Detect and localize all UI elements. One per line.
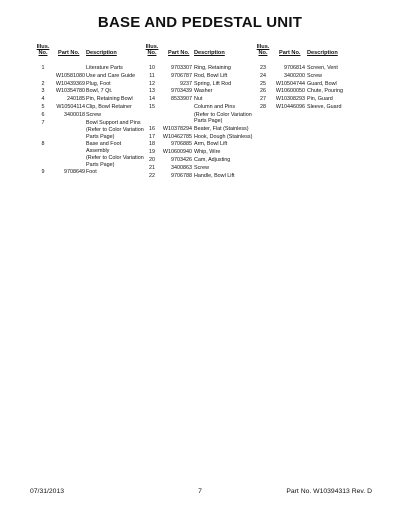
column-header	[254, 44, 374, 62]
part-number: W10439369	[55, 80, 85, 87]
illus-no-header: Illus. No.	[256, 44, 270, 57]
description-line: Foot	[86, 169, 97, 176]
illus-number: 20	[149, 157, 155, 163]
description-line: (Refer to Color Variation	[194, 111, 252, 118]
part-number: 9708649	[64, 169, 85, 176]
illus-number: 3	[41, 88, 45, 95]
illus-number: 5	[41, 104, 45, 110]
part-number: 9706787	[171, 72, 192, 79]
illus-number: 27	[260, 96, 266, 103]
illus-number: 10	[149, 65, 155, 71]
part-description	[307, 96, 371, 102]
illus-number: 17	[149, 133, 155, 140]
description-line: Screw	[86, 111, 101, 118]
part-number: W10504744	[275, 80, 305, 87]
illus-number: 22	[149, 172, 155, 179]
illus-number: 4	[41, 96, 45, 103]
part-number: 9703307	[171, 65, 192, 71]
illus-number: 19	[149, 149, 155, 156]
part-number: W10504114	[56, 104, 85, 110]
part-no-header: Part No.	[58, 50, 80, 56]
part-description	[86, 104, 148, 110]
description-header: Description	[307, 50, 338, 56]
illus-number: 25	[260, 80, 266, 87]
description-line: Parts Page)	[86, 133, 115, 140]
part-number: 9237	[180, 80, 192, 87]
part-number: 9703426	[171, 157, 192, 163]
description-line: Chute, Pouring	[307, 88, 343, 95]
description-line: Ring, Retaining	[194, 65, 231, 71]
parts-column-1	[34, 44, 146, 177]
description-line: Rod, Bowl Lift	[194, 72, 228, 79]
part-description	[86, 112, 148, 118]
part-description	[86, 155, 148, 167]
illus-number: 26	[260, 88, 266, 95]
part-number: W10600050	[275, 88, 305, 95]
description-line: Use and Care Guide	[86, 72, 136, 79]
description-line: Guard, Bowl	[307, 80, 337, 87]
illus-number: 2	[41, 80, 45, 87]
part-description	[194, 65, 260, 71]
description-line: Screw	[194, 164, 209, 171]
illus-number: 13	[149, 88, 155, 95]
description-line: Hook, Dough (Stainless)	[194, 133, 253, 140]
illus-number: 15	[149, 104, 155, 110]
description-line: Screw	[307, 72, 322, 79]
part-number: 9706814	[284, 65, 305, 71]
description-line: (Refer to Color Variation	[86, 155, 144, 162]
part-number: 3400200	[284, 72, 305, 79]
part-description	[307, 81, 371, 87]
illus-no-header: Illus. No.	[36, 44, 50, 57]
illus-number: 9	[41, 169, 45, 176]
description-line: Handle, Bowl Lift	[194, 172, 235, 179]
parts-column-3	[254, 44, 374, 112]
description-header: Description	[86, 50, 117, 56]
part-description	[194, 141, 260, 147]
parts-list	[143, 65, 259, 180]
part-description	[194, 126, 260, 132]
illus-number: 11	[149, 72, 155, 79]
footer-date: 07/31/2013	[30, 488, 65, 495]
description-line: Cam, Adjusting	[194, 157, 231, 163]
description-line: Pin, Retaining Bowl	[86, 96, 133, 103]
column-header	[34, 44, 146, 62]
part-description	[86, 141, 148, 153]
part-description	[86, 127, 148, 139]
part-number: W10354780	[55, 88, 85, 95]
part-description	[307, 88, 371, 94]
illus-number: 23	[260, 65, 266, 71]
description-line: Arm, Bowl Lift	[194, 141, 228, 148]
part-description	[194, 104, 260, 110]
part-number: W10308293	[275, 96, 305, 103]
part-description	[194, 165, 260, 171]
description-line: Plug, Foot	[86, 80, 111, 87]
part-description	[194, 149, 260, 155]
part-number: W10581080	[55, 72, 85, 79]
description-line: Washer	[194, 88, 213, 95]
description-line: Parts Page)	[86, 161, 115, 168]
part-description	[86, 120, 148, 126]
parts-column-2	[143, 44, 259, 180]
illus-number: 6	[41, 111, 45, 118]
illus-number: 8	[41, 141, 45, 148]
description-line: Assembly	[86, 147, 110, 154]
part-description	[194, 112, 260, 124]
part-description	[194, 96, 260, 102]
part-description	[307, 65, 371, 71]
part-description	[194, 88, 260, 94]
parts-list	[254, 65, 374, 112]
part-description	[86, 169, 148, 175]
illus-number: 24	[260, 72, 266, 79]
illus-number: 16	[149, 125, 155, 132]
description-line: Bowl Support and Pins	[86, 119, 141, 126]
part-number: 3400863	[171, 164, 192, 171]
description-line: Whip, Wire	[194, 149, 221, 156]
illus-number: 7	[41, 119, 45, 126]
description-line: Bowl, 7 Qt.	[86, 88, 113, 95]
illus-number: 28	[260, 104, 266, 110]
part-description	[194, 173, 260, 179]
page-title: BASE AND PEDESTAL UNIT	[97, 14, 303, 31]
description-line: Pin, Guard	[307, 96, 333, 103]
part-number: 9706885	[171, 141, 192, 148]
part-number: W10462785	[162, 133, 192, 140]
part-number: 9706788	[171, 172, 192, 179]
part-description	[307, 73, 371, 79]
description-header: Description	[194, 50, 225, 56]
part-number: 8533907	[171, 96, 192, 103]
part-number: 3400018	[64, 111, 85, 118]
part-description	[86, 73, 148, 79]
description-line: (Refer to Color Variation	[86, 127, 144, 134]
part-number: 9703439	[171, 88, 192, 95]
description-line: Parts Page)	[194, 118, 223, 124]
description-line: Beater, Flat (Stainless)	[194, 125, 249, 132]
part-no-header: Part No.	[279, 50, 301, 56]
description-line: Column and Pins	[194, 104, 236, 110]
illus-number: 21	[149, 164, 155, 171]
part-description	[194, 157, 260, 163]
description-line: Nut	[194, 96, 203, 103]
part-description	[86, 88, 148, 94]
description-line: Clip, Bowl Retainer	[86, 104, 132, 110]
part-no-header: Part No.	[168, 50, 190, 56]
part-description	[86, 96, 148, 102]
part-number: 240185	[67, 96, 85, 103]
description-line: Screen, Vent	[307, 65, 338, 71]
part-number: W10446096	[275, 104, 305, 110]
part-description	[86, 81, 148, 87]
parts-list	[34, 65, 146, 177]
column-header	[143, 44, 259, 62]
description-line: Sleeve, Guard	[307, 104, 342, 110]
illus-no-header: Illus. No.	[145, 44, 159, 57]
description-line: Spring, Lift Rod	[194, 80, 232, 87]
illus-number: 1	[41, 65, 45, 71]
footer-page-number: 7	[198, 488, 202, 495]
part-description	[194, 134, 260, 140]
footer-document-part-number: Part No. W10394313 Rev. D	[286, 488, 372, 495]
part-description	[194, 81, 260, 87]
part-description	[307, 104, 371, 110]
illus-number: 14	[149, 96, 155, 103]
part-description	[86, 65, 148, 71]
part-description	[194, 73, 260, 79]
description-line: Base and Foot	[86, 141, 122, 148]
illus-number: 12	[149, 80, 155, 87]
part-number: W10600940	[162, 149, 192, 156]
part-number: W10378294	[162, 125, 192, 132]
description-line: Literature Parts	[86, 65, 123, 71]
illus-number: 18	[149, 141, 155, 148]
